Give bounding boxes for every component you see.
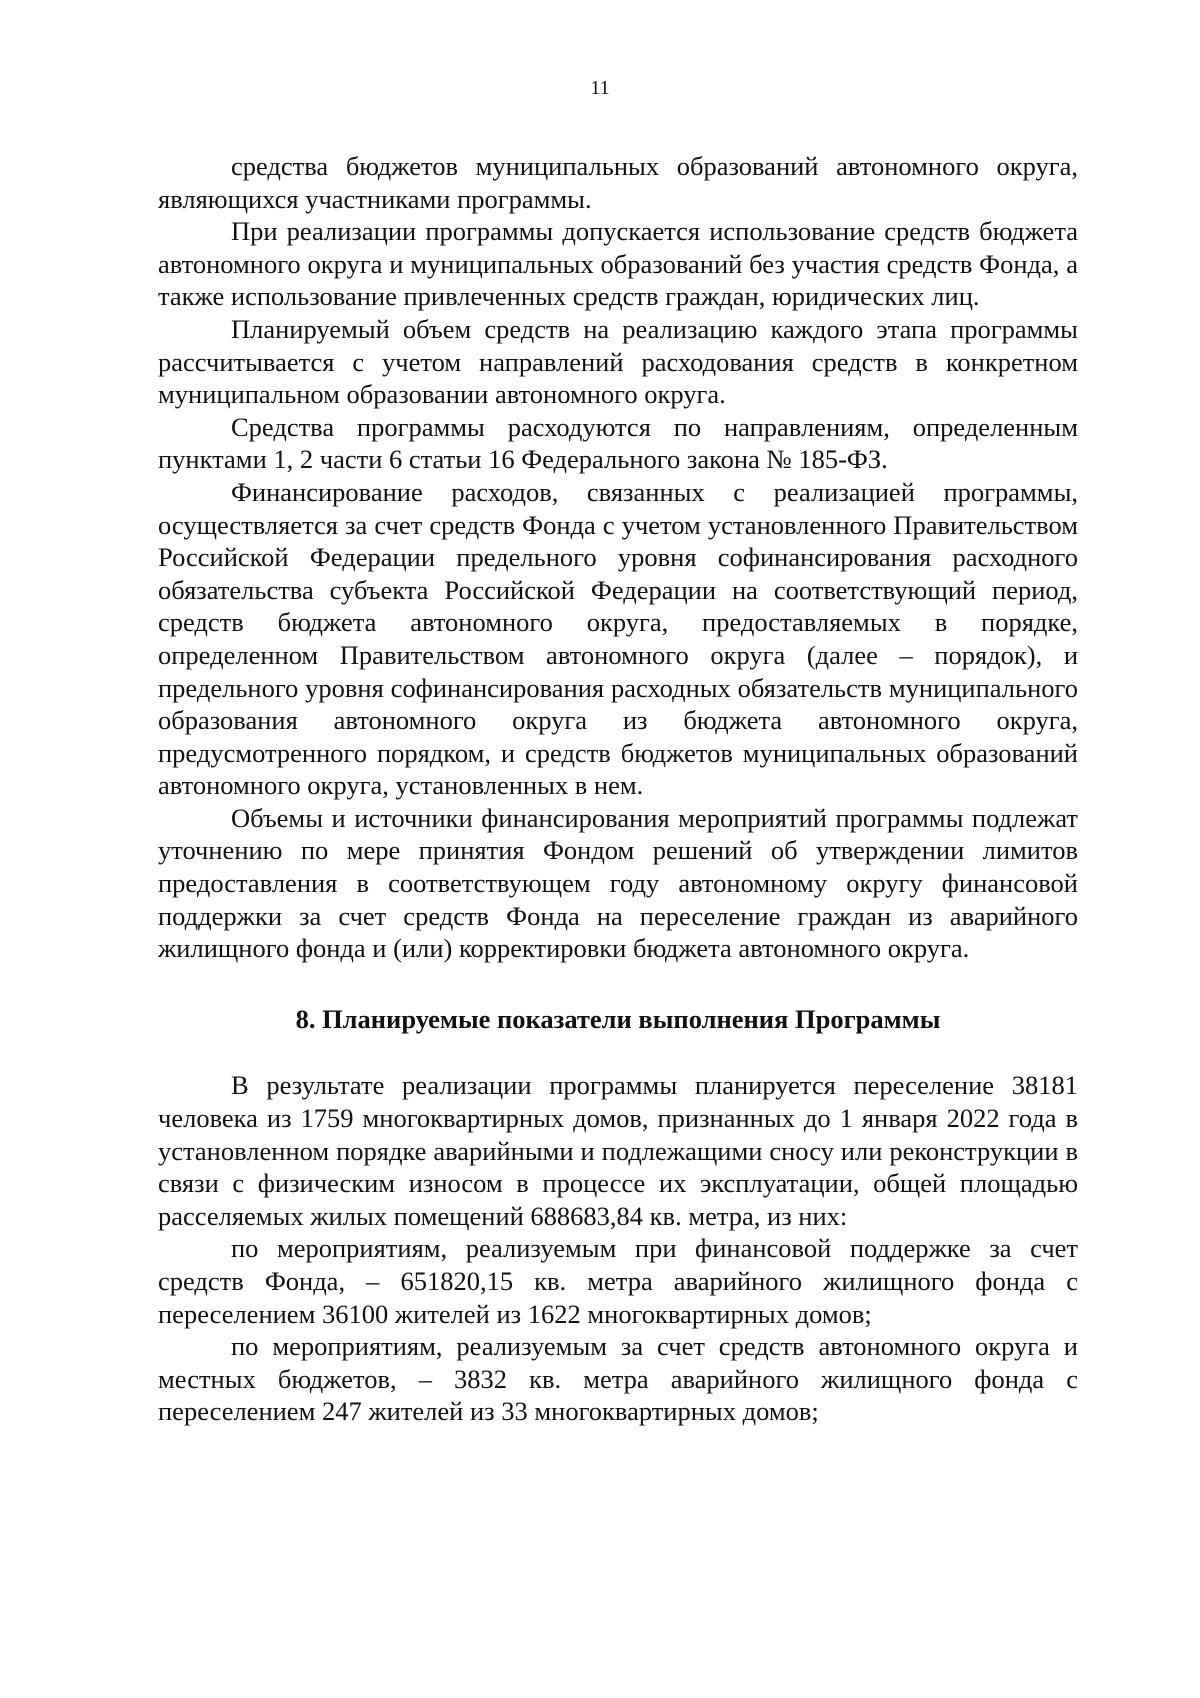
- paragraph: При реализации программы допускается использование средств бюджета автономного округа и муниципальных образований без участия средств Фонда, а также использование привлеченных средств граждан, юридических лиц.: [158, 216, 1078, 312]
- document-body: [158, 150, 1078, 1428]
- paragraph: Финансирование расходов, связанных с реализацией программы, осуществляется за счет средств Фонда с учетом установленного Правительством Российской Федерации предельного уровня софинансирования расходного обязательства субъекта Российской Федерации на соответствующий период, средств бюджета автономного округа, предоставляемых в порядке, определенном Правительством автономного округа (далее – порядок), и предельного уровня софинансирования расходных обязательств муниципального образования автономного округа из бюджета автономного округа, предусмотренного порядком, и средств бюджетов муниципальных образований автономного округа, установленных в нем.: [158, 476, 1078, 801]
- paragraph: Средства программы расходуются по направлениям, определенным пунктами 1, 2 части 6 статьи 16 Федерального закона № 185-ФЗ.: [158, 411, 1078, 475]
- paragraph: Планируемый объем средств на реализацию каждого этапа программы рассчитывается с учетом направлений расходования средств в конкретном муниципальном образовании автономного округа.: [158, 313, 1078, 410]
- page-number: 11: [590, 77, 610, 99]
- paragraph: В результате реализации программы планируется переселение 38181 человека из 1759 многоквартирных домов, признанных до 1 января 2022 года в установленном порядке аварийными и подлежащими сносу или реконструкции в связи с физическим износом в процессе их эксплуатации, общей площадью расселяемых жилых помещений 688683,84 кв. метра, из них:: [158, 1070, 1078, 1231]
- paragraph: по мероприятиям, реализуемым при финансовой поддержке за счет средств Фонда, – 651820,15 кв. метра аварийного жилищного фонда с переселением 36100 жителей из 1622 многоквартирных домов;: [158, 1233, 1078, 1329]
- paragraph: Объемы и источники финансирования мероприятий программы подлежат уточнению по мере принятия Фондом решений об утверждении лимитов предоставления в соответствующем году автономному округу финансовой поддержки за счет средств Фонда на переселение граждан из аварийного жилищного фонда и (или) корректировки бюджета автономного округа.: [158, 802, 1078, 964]
- paragraph: по мероприятиям, реализуемым за счет средств автономного округа и местных бюджетов, – 3832 кв. метра аварийного жилищного фонда с переселением 247 жителей из 33 многоквартирных домов;: [158, 1331, 1078, 1427]
- paragraph: средства бюджетов муниципальных образований автономного округа, являющихся участниками программы.: [158, 151, 1078, 214]
- section-title: 8. Планируемые показатели выполнения Программы: [295, 1003, 941, 1034]
